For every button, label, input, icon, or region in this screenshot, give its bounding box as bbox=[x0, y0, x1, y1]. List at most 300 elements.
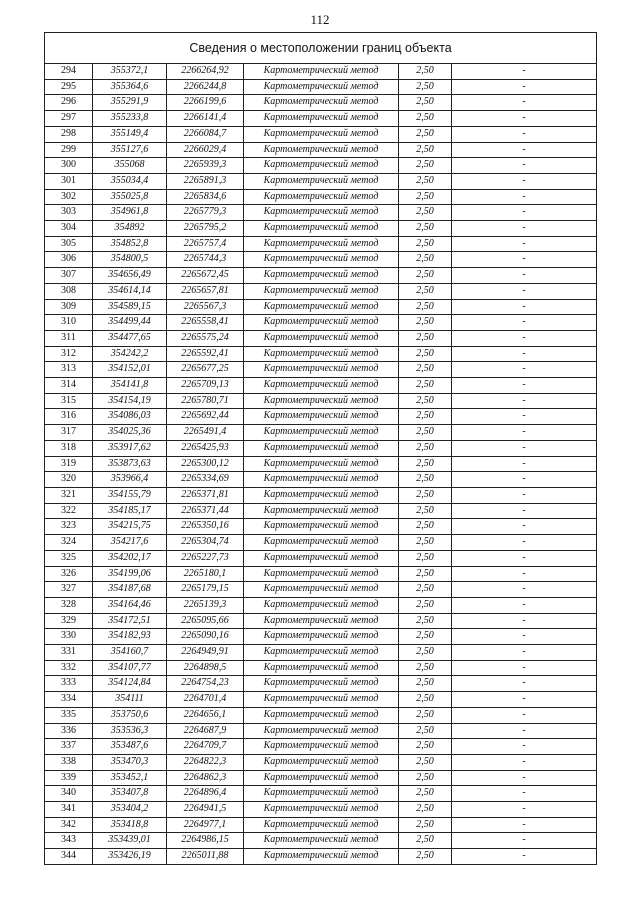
accuracy-cell: 2,50 bbox=[399, 440, 452, 456]
table-body bbox=[45, 64, 597, 865]
accuracy-cell: 2,50 bbox=[399, 111, 452, 127]
y-coordinate-cell: 2266084,7 bbox=[167, 126, 244, 142]
y-coordinate-cell: 2266199,6 bbox=[167, 95, 244, 111]
accuracy-cell: 2,50 bbox=[399, 817, 452, 833]
x-coordinate-cell: 355149,4 bbox=[93, 126, 167, 142]
description-cell: - bbox=[452, 535, 597, 551]
method-cell: Картометрический метод bbox=[244, 613, 399, 629]
x-coordinate-cell: 353966,4 bbox=[93, 472, 167, 488]
y-coordinate-cell: 2265672,45 bbox=[167, 268, 244, 284]
accuracy-cell: 2,50 bbox=[399, 330, 452, 346]
point-number-cell: 325 bbox=[45, 550, 93, 566]
y-coordinate-cell: 2265371,81 bbox=[167, 487, 244, 503]
description-cell: - bbox=[452, 660, 597, 676]
y-coordinate-cell: 2264898,5 bbox=[167, 660, 244, 676]
accuracy-cell: 2,50 bbox=[399, 660, 452, 676]
description-cell: - bbox=[452, 645, 597, 661]
description-cell: - bbox=[452, 158, 597, 174]
table-row bbox=[45, 676, 597, 692]
description-cell: - bbox=[452, 849, 597, 865]
x-coordinate-cell: 355127,6 bbox=[93, 142, 167, 158]
description-cell: - bbox=[452, 393, 597, 409]
accuracy-cell: 2,50 bbox=[399, 802, 452, 818]
table-row bbox=[45, 692, 597, 708]
y-coordinate-cell: 2266141,4 bbox=[167, 111, 244, 127]
y-coordinate-cell: 2265757,4 bbox=[167, 236, 244, 252]
method-cell: Картометрический метод bbox=[244, 550, 399, 566]
description-cell: - bbox=[452, 205, 597, 221]
table-row bbox=[45, 645, 597, 661]
y-coordinate-cell: 2264687,9 bbox=[167, 723, 244, 739]
method-cell: Картометрический метод bbox=[244, 126, 399, 142]
method-cell: Картометрический метод bbox=[244, 597, 399, 613]
method-cell: Картометрический метод bbox=[244, 283, 399, 299]
method-cell: Картометрический метод bbox=[244, 315, 399, 331]
x-coordinate-cell: 354217,6 bbox=[93, 535, 167, 551]
y-coordinate-cell: 2265575,24 bbox=[167, 330, 244, 346]
method-cell: Картометрический метод bbox=[244, 95, 399, 111]
table-row bbox=[45, 597, 597, 613]
x-coordinate-cell: 353407,8 bbox=[93, 786, 167, 802]
x-coordinate-cell: 353536,3 bbox=[93, 723, 167, 739]
table-row bbox=[45, 754, 597, 770]
description-cell: - bbox=[452, 519, 597, 535]
point-number-cell: 306 bbox=[45, 252, 93, 268]
point-number-cell: 297 bbox=[45, 111, 93, 127]
point-number-cell: 332 bbox=[45, 660, 93, 676]
accuracy-cell: 2,50 bbox=[399, 189, 452, 205]
table-row bbox=[45, 236, 597, 252]
description-cell: - bbox=[452, 440, 597, 456]
description-cell: - bbox=[452, 692, 597, 708]
x-coordinate-cell: 353418,8 bbox=[93, 817, 167, 833]
x-coordinate-cell: 355025,8 bbox=[93, 189, 167, 205]
point-number-cell: 302 bbox=[45, 189, 93, 205]
description-cell: - bbox=[452, 802, 597, 818]
method-cell: Картометрический метод bbox=[244, 393, 399, 409]
x-coordinate-cell: 354892 bbox=[93, 221, 167, 237]
x-coordinate-cell: 354154,19 bbox=[93, 393, 167, 409]
x-coordinate-cell: 355233,8 bbox=[93, 111, 167, 127]
point-number-cell: 300 bbox=[45, 158, 93, 174]
table-row bbox=[45, 189, 597, 205]
point-number-cell: 298 bbox=[45, 126, 93, 142]
point-number-cell: 309 bbox=[45, 299, 93, 315]
method-cell: Картометрический метод bbox=[244, 754, 399, 770]
point-number-cell: 315 bbox=[45, 393, 93, 409]
x-coordinate-cell: 354025,36 bbox=[93, 425, 167, 441]
description-cell: - bbox=[452, 221, 597, 237]
y-coordinate-cell: 2265795,2 bbox=[167, 221, 244, 237]
description-cell: - bbox=[452, 770, 597, 786]
method-cell: Картометрический метод bbox=[244, 817, 399, 833]
table-row bbox=[45, 613, 597, 629]
description-cell: - bbox=[452, 456, 597, 472]
point-number-cell: 331 bbox=[45, 645, 93, 661]
point-number-cell: 299 bbox=[45, 142, 93, 158]
table-row bbox=[45, 268, 597, 284]
y-coordinate-cell: 2265780,71 bbox=[167, 393, 244, 409]
method-cell: Картометрический метод bbox=[244, 739, 399, 755]
description-cell: - bbox=[452, 330, 597, 346]
table-row bbox=[45, 817, 597, 833]
x-coordinate-cell: 354614,14 bbox=[93, 283, 167, 299]
y-coordinate-cell: 2265300,12 bbox=[167, 456, 244, 472]
accuracy-cell: 2,50 bbox=[399, 582, 452, 598]
method-cell: Картометрический метод bbox=[244, 566, 399, 582]
method-cell: Картометрический метод bbox=[244, 346, 399, 362]
x-coordinate-cell: 354185,17 bbox=[93, 503, 167, 519]
table-row bbox=[45, 503, 597, 519]
point-number-cell: 312 bbox=[45, 346, 93, 362]
x-coordinate-cell: 354961,8 bbox=[93, 205, 167, 221]
x-coordinate-cell: 354111 bbox=[93, 692, 167, 708]
point-number-cell: 321 bbox=[45, 487, 93, 503]
table-row bbox=[45, 770, 597, 786]
method-cell: Картометрический метод bbox=[244, 456, 399, 472]
point-number-cell: 340 bbox=[45, 786, 93, 802]
accuracy-cell: 2,50 bbox=[399, 629, 452, 645]
point-number-cell: 323 bbox=[45, 519, 93, 535]
table-row bbox=[45, 315, 597, 331]
description-cell: - bbox=[452, 629, 597, 645]
y-coordinate-cell: 2264709,7 bbox=[167, 739, 244, 755]
point-number-cell: 327 bbox=[45, 582, 93, 598]
method-cell: Картометрический метод bbox=[244, 221, 399, 237]
accuracy-cell: 2,50 bbox=[399, 550, 452, 566]
y-coordinate-cell: 2265371,44 bbox=[167, 503, 244, 519]
point-number-cell: 301 bbox=[45, 173, 93, 189]
accuracy-cell: 2,50 bbox=[399, 346, 452, 362]
method-cell: Картометрический метод bbox=[244, 378, 399, 394]
point-number-cell: 335 bbox=[45, 707, 93, 723]
description-cell: - bbox=[452, 142, 597, 158]
description-cell: - bbox=[452, 126, 597, 142]
accuracy-cell: 2,50 bbox=[399, 268, 452, 284]
accuracy-cell: 2,50 bbox=[399, 252, 452, 268]
point-number-cell: 333 bbox=[45, 676, 93, 692]
description-cell: - bbox=[452, 817, 597, 833]
description-cell: - bbox=[452, 362, 597, 378]
table-row bbox=[45, 440, 597, 456]
method-cell: Картометрический метод bbox=[244, 189, 399, 205]
y-coordinate-cell: 2265180,1 bbox=[167, 566, 244, 582]
table-row bbox=[45, 849, 597, 865]
x-coordinate-cell: 354852,8 bbox=[93, 236, 167, 252]
point-number-cell: 343 bbox=[45, 833, 93, 849]
point-number-cell: 338 bbox=[45, 754, 93, 770]
y-coordinate-cell: 2265834,6 bbox=[167, 189, 244, 205]
y-coordinate-cell: 2265425,93 bbox=[167, 440, 244, 456]
method-cell: Картометрический метод bbox=[244, 692, 399, 708]
boundary-coordinates-table bbox=[44, 32, 597, 865]
accuracy-cell: 2,50 bbox=[399, 723, 452, 739]
accuracy-cell: 2,50 bbox=[399, 770, 452, 786]
method-cell: Картометрический метод bbox=[244, 173, 399, 189]
accuracy-cell: 2,50 bbox=[399, 95, 452, 111]
point-number-cell: 337 bbox=[45, 739, 93, 755]
page-number: 112 bbox=[310, 12, 330, 27]
accuracy-cell: 2,50 bbox=[399, 126, 452, 142]
description-cell: - bbox=[452, 283, 597, 299]
method-cell: Картометрический метод bbox=[244, 362, 399, 378]
accuracy-cell: 2,50 bbox=[399, 393, 452, 409]
description-cell: - bbox=[452, 95, 597, 111]
method-cell: Картометрический метод bbox=[244, 158, 399, 174]
table-row bbox=[45, 362, 597, 378]
description-cell: - bbox=[452, 833, 597, 849]
y-coordinate-cell: 2265657,81 bbox=[167, 283, 244, 299]
accuracy-cell: 2,50 bbox=[399, 692, 452, 708]
description-cell: - bbox=[452, 550, 597, 566]
accuracy-cell: 2,50 bbox=[399, 786, 452, 802]
method-cell: Картометрический метод bbox=[244, 723, 399, 739]
y-coordinate-cell: 2265304,74 bbox=[167, 535, 244, 551]
table-row bbox=[45, 393, 597, 409]
table-row bbox=[45, 739, 597, 755]
accuracy-cell: 2,50 bbox=[399, 378, 452, 394]
x-coordinate-cell: 354107,77 bbox=[93, 660, 167, 676]
table-row bbox=[45, 283, 597, 299]
table-row bbox=[45, 205, 597, 221]
method-cell: Картометрический метод bbox=[244, 64, 399, 80]
table-row bbox=[45, 629, 597, 645]
description-cell: - bbox=[452, 582, 597, 598]
y-coordinate-cell: 2264822,3 bbox=[167, 754, 244, 770]
x-coordinate-cell: 353404,2 bbox=[93, 802, 167, 818]
accuracy-cell: 2,50 bbox=[399, 566, 452, 582]
y-coordinate-cell: 2265334,69 bbox=[167, 472, 244, 488]
x-coordinate-cell: 353439,01 bbox=[93, 833, 167, 849]
x-coordinate-cell: 355364,6 bbox=[93, 79, 167, 95]
description-cell: - bbox=[452, 754, 597, 770]
accuracy-cell: 2,50 bbox=[399, 676, 452, 692]
method-cell: Картометрический метод bbox=[244, 79, 399, 95]
accuracy-cell: 2,50 bbox=[399, 425, 452, 441]
table-row bbox=[45, 550, 597, 566]
x-coordinate-cell: 354172,51 bbox=[93, 613, 167, 629]
table-row bbox=[45, 64, 597, 80]
table-row bbox=[45, 786, 597, 802]
x-coordinate-cell: 353470,3 bbox=[93, 754, 167, 770]
y-coordinate-cell: 2265139,3 bbox=[167, 597, 244, 613]
method-cell: Картометрический метод bbox=[244, 645, 399, 661]
x-coordinate-cell: 354141,8 bbox=[93, 378, 167, 394]
accuracy-cell: 2,50 bbox=[399, 519, 452, 535]
x-coordinate-cell: 353452,1 bbox=[93, 770, 167, 786]
x-coordinate-cell: 355034,4 bbox=[93, 173, 167, 189]
accuracy-cell: 2,50 bbox=[399, 221, 452, 237]
method-cell: Картометрический метод bbox=[244, 802, 399, 818]
method-cell: Картометрический метод bbox=[244, 676, 399, 692]
method-cell: Картометрический метод bbox=[244, 833, 399, 849]
point-number-cell: 307 bbox=[45, 268, 93, 284]
description-cell: - bbox=[452, 487, 597, 503]
table-row bbox=[45, 582, 597, 598]
y-coordinate-cell: 2266244,8 bbox=[167, 79, 244, 95]
x-coordinate-cell: 354164,46 bbox=[93, 597, 167, 613]
point-number-cell: 305 bbox=[45, 236, 93, 252]
table-row bbox=[45, 95, 597, 111]
method-cell: Картометрический метод bbox=[244, 487, 399, 503]
method-cell: Картометрический метод bbox=[244, 299, 399, 315]
x-coordinate-cell: 354199,06 bbox=[93, 566, 167, 582]
point-number-cell: 326 bbox=[45, 566, 93, 582]
method-cell: Картометрический метод bbox=[244, 205, 399, 221]
description-cell: - bbox=[452, 425, 597, 441]
y-coordinate-cell: 2265891,3 bbox=[167, 173, 244, 189]
method-cell: Картометрический метод bbox=[244, 111, 399, 127]
point-number-cell: 314 bbox=[45, 378, 93, 394]
accuracy-cell: 2,50 bbox=[399, 79, 452, 95]
x-coordinate-cell: 355372,1 bbox=[93, 64, 167, 80]
accuracy-cell: 2,50 bbox=[399, 849, 452, 865]
method-cell: Картометрический метод bbox=[244, 503, 399, 519]
point-number-cell: 330 bbox=[45, 629, 93, 645]
accuracy-cell: 2,50 bbox=[399, 833, 452, 849]
x-coordinate-cell: 354242,2 bbox=[93, 346, 167, 362]
point-number-cell: 341 bbox=[45, 802, 93, 818]
y-coordinate-cell: 2265592,41 bbox=[167, 346, 244, 362]
method-cell: Картометрический метод bbox=[244, 236, 399, 252]
point-number-cell: 322 bbox=[45, 503, 93, 519]
point-number-cell: 328 bbox=[45, 597, 93, 613]
table-row bbox=[45, 126, 597, 142]
table-row bbox=[45, 158, 597, 174]
y-coordinate-cell: 2264949,91 bbox=[167, 645, 244, 661]
y-coordinate-cell: 2264896,4 bbox=[167, 786, 244, 802]
method-cell: Картометрический метод bbox=[244, 268, 399, 284]
accuracy-cell: 2,50 bbox=[399, 739, 452, 755]
x-coordinate-cell: 354589,15 bbox=[93, 299, 167, 315]
description-cell: - bbox=[452, 786, 597, 802]
point-number-cell: 336 bbox=[45, 723, 93, 739]
point-number-cell: 344 bbox=[45, 849, 93, 865]
description-cell: - bbox=[452, 252, 597, 268]
point-number-cell: 295 bbox=[45, 79, 93, 95]
x-coordinate-cell: 354656,49 bbox=[93, 268, 167, 284]
y-coordinate-cell: 2265227,73 bbox=[167, 550, 244, 566]
table-row bbox=[45, 252, 597, 268]
method-cell: Картометрический метод bbox=[244, 582, 399, 598]
x-coordinate-cell: 353873,63 bbox=[93, 456, 167, 472]
method-cell: Картометрический метод bbox=[244, 425, 399, 441]
y-coordinate-cell: 2265011,88 bbox=[167, 849, 244, 865]
point-number-cell: 316 bbox=[45, 409, 93, 425]
description-cell: - bbox=[452, 189, 597, 205]
point-number-cell: 342 bbox=[45, 817, 93, 833]
accuracy-cell: 2,50 bbox=[399, 597, 452, 613]
point-number-cell: 320 bbox=[45, 472, 93, 488]
description-cell: - bbox=[452, 613, 597, 629]
x-coordinate-cell: 353487,6 bbox=[93, 739, 167, 755]
table-row bbox=[45, 79, 597, 95]
accuracy-cell: 2,50 bbox=[399, 64, 452, 80]
y-coordinate-cell: 2265567,3 bbox=[167, 299, 244, 315]
table-row bbox=[45, 330, 597, 346]
table-row bbox=[45, 456, 597, 472]
x-coordinate-cell: 354499,44 bbox=[93, 315, 167, 331]
x-coordinate-cell: 354152,01 bbox=[93, 362, 167, 378]
table-row bbox=[45, 487, 597, 503]
method-cell: Картометрический метод bbox=[244, 629, 399, 645]
table-caption-row bbox=[45, 33, 597, 64]
accuracy-cell: 2,50 bbox=[399, 707, 452, 723]
table-row bbox=[45, 111, 597, 127]
x-coordinate-cell: 353917,62 bbox=[93, 440, 167, 456]
method-cell: Картометрический метод bbox=[244, 330, 399, 346]
method-cell: Картометрический метод bbox=[244, 440, 399, 456]
point-number-cell: 318 bbox=[45, 440, 93, 456]
accuracy-cell: 2,50 bbox=[399, 236, 452, 252]
x-coordinate-cell: 354182,93 bbox=[93, 629, 167, 645]
description-cell: - bbox=[452, 409, 597, 425]
y-coordinate-cell: 2265744,3 bbox=[167, 252, 244, 268]
x-coordinate-cell: 354155,79 bbox=[93, 487, 167, 503]
y-coordinate-cell: 2265095,66 bbox=[167, 613, 244, 629]
method-cell: Картометрический метод bbox=[244, 660, 399, 676]
table-row bbox=[45, 833, 597, 849]
table-row bbox=[45, 660, 597, 676]
description-cell: - bbox=[452, 676, 597, 692]
description-cell: - bbox=[452, 739, 597, 755]
point-number-cell: 317 bbox=[45, 425, 93, 441]
x-coordinate-cell: 353750,6 bbox=[93, 707, 167, 723]
table-row bbox=[45, 707, 597, 723]
x-coordinate-cell: 355068 bbox=[93, 158, 167, 174]
y-coordinate-cell: 2265939,3 bbox=[167, 158, 244, 174]
x-coordinate-cell: 354800,5 bbox=[93, 252, 167, 268]
table-caption: Сведения о местоположении границ объекта bbox=[45, 33, 597, 64]
accuracy-cell: 2,50 bbox=[399, 283, 452, 299]
description-cell: - bbox=[452, 503, 597, 519]
table-row bbox=[45, 723, 597, 739]
point-number-cell: 319 bbox=[45, 456, 93, 472]
description-cell: - bbox=[452, 268, 597, 284]
accuracy-cell: 2,50 bbox=[399, 362, 452, 378]
accuracy-cell: 2,50 bbox=[399, 535, 452, 551]
accuracy-cell: 2,50 bbox=[399, 142, 452, 158]
x-coordinate-cell: 354124,84 bbox=[93, 676, 167, 692]
y-coordinate-cell: 2264701,4 bbox=[167, 692, 244, 708]
accuracy-cell: 2,50 bbox=[399, 158, 452, 174]
point-number-cell: 303 bbox=[45, 205, 93, 221]
point-number-cell: 308 bbox=[45, 283, 93, 299]
x-coordinate-cell: 354202,17 bbox=[93, 550, 167, 566]
table-row bbox=[45, 221, 597, 237]
method-cell: Картометрический метод bbox=[244, 535, 399, 551]
description-cell: - bbox=[452, 346, 597, 362]
accuracy-cell: 2,50 bbox=[399, 205, 452, 221]
point-number-cell: 329 bbox=[45, 613, 93, 629]
accuracy-cell: 2,50 bbox=[399, 315, 452, 331]
accuracy-cell: 2,50 bbox=[399, 754, 452, 770]
x-coordinate-cell: 354187,68 bbox=[93, 582, 167, 598]
method-cell: Картометрический метод bbox=[244, 142, 399, 158]
description-cell: - bbox=[452, 315, 597, 331]
point-number-cell: 304 bbox=[45, 221, 93, 237]
x-coordinate-cell: 353426,19 bbox=[93, 849, 167, 865]
y-coordinate-cell: 2264862,3 bbox=[167, 770, 244, 786]
description-cell: - bbox=[452, 236, 597, 252]
table-row bbox=[45, 173, 597, 189]
method-cell: Картометрический метод bbox=[244, 707, 399, 723]
y-coordinate-cell: 2265090,16 bbox=[167, 629, 244, 645]
y-coordinate-cell: 2265350,16 bbox=[167, 519, 244, 535]
x-coordinate-cell: 354086,03 bbox=[93, 409, 167, 425]
y-coordinate-cell: 2265709,13 bbox=[167, 378, 244, 394]
description-cell: - bbox=[452, 597, 597, 613]
